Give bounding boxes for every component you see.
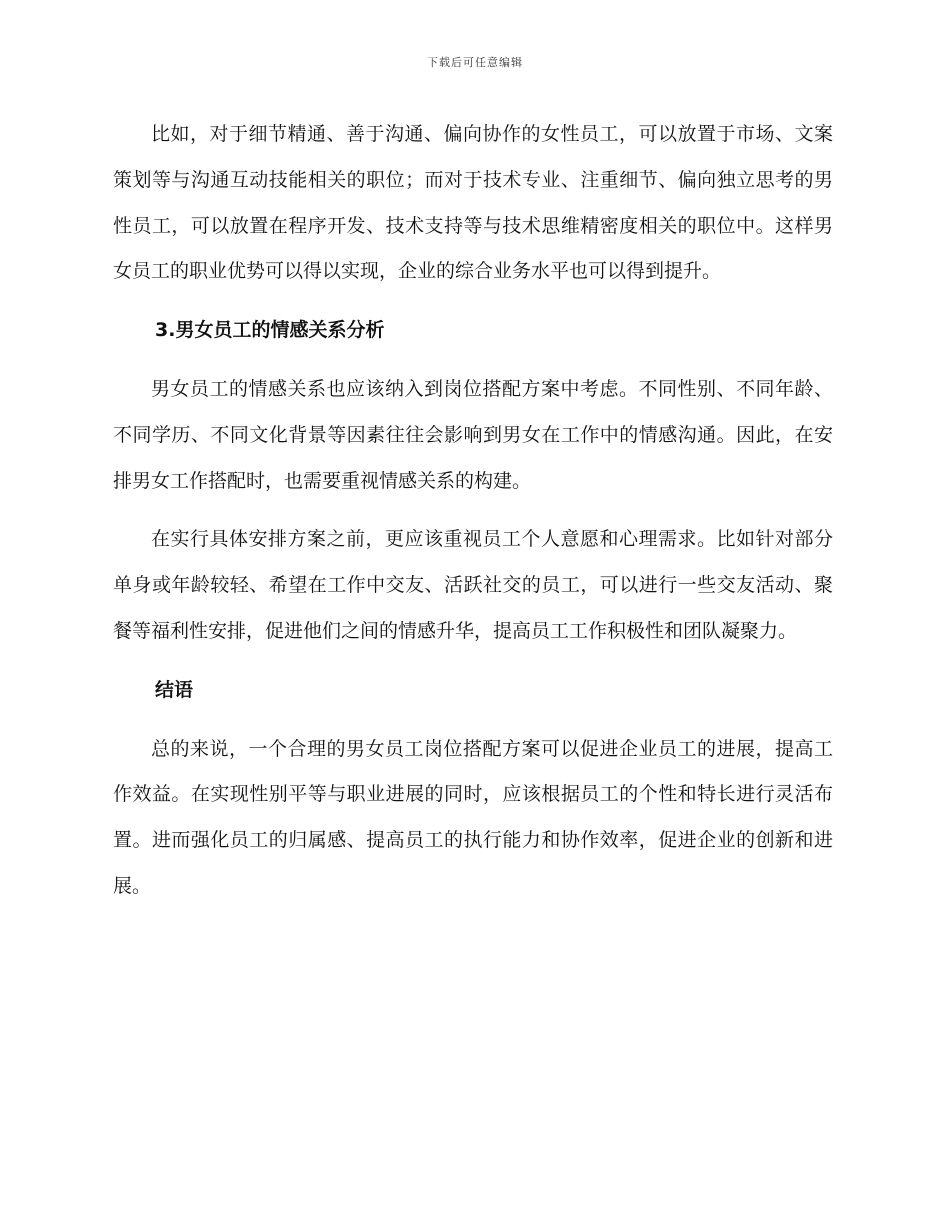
page-header: 下载后可任意编辑 [427, 56, 523, 69]
paragraph-conclusion: 总的来说，一个合理的男女员工岗位搭配方案可以促进企业员工的进展，提高工作效益。在实现性别平等与职业进展的同时，应该根据员工的个性和特长进行灵活布置。进而强化员工的归属感、提高员工的执行能力和协作效率，促进企业的创新和进展。 [113, 737, 833, 897]
paragraph-job-matching: 比如，对于细节精通、善于沟通、偏向协作的女性员工，可以放置于市场、文案策划等与沟通互动技能相关的职位；而对于技术专业、注重细节、偏向独立思考的男性员工，可以放置在程序开发、技术支持等与技术思维精密度相关的职位中。这样男女员工的职业优势可以得以实现，企业的综合业务水平也可以得到提升。 [113, 123, 833, 283]
section-heading-emotional-relations: 3.男女员工的情感关系分析 [155, 319, 385, 342]
paragraph-employee-wishes: 在实行具体安排方案之前，更应该重视员工个人意愿和心理需求。比如针对部分单身或年龄较轻、希望在工作中交友、活跃社交的员工，可以进行一些交友活动、聚餐等福利性安排，促进他们之间的情感升华，提高员工工作积极性和团队凝聚力。 [113, 528, 833, 642]
paragraph-emotional-relations: 男女员工的情感关系也应该纳入到岗位搭配方案中考虑。不同性别、不同年龄、不同学历、不同文化背景等因素往往会影响到男女在工作中的情感沟通。因此，在安排男女工作搭配时，也需要重视情感关系的构建。 [113, 377, 833, 492]
document-body [113, 112, 833, 923]
section-heading-conclusion: 结语 [155, 678, 194, 701]
